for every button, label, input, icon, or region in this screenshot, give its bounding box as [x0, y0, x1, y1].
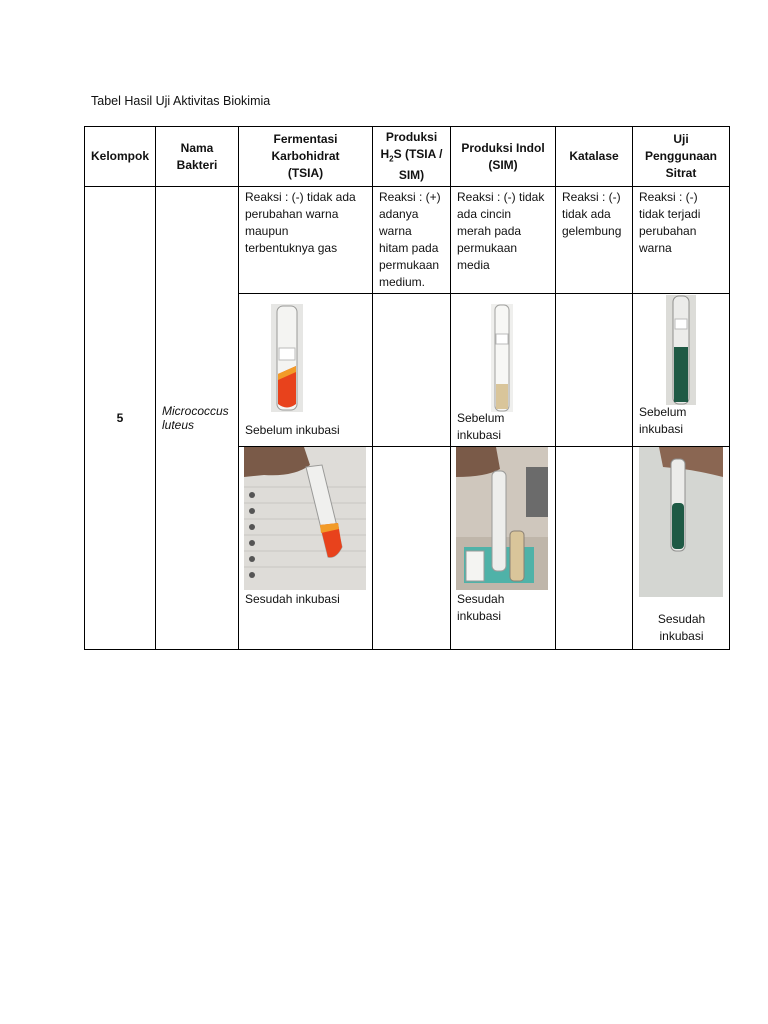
h2s-after-cell [373, 447, 451, 650]
sim-before-tube-photo [491, 304, 513, 412]
fermentasi-after-cell [239, 447, 373, 650]
citrate-after-tube-photo [639, 447, 723, 597]
sim-after-tube-photo [456, 447, 548, 590]
header-nama-bakteri: Nama Bakteri [156, 127, 239, 187]
caption-fermentasi-before: Sebelum inkubasi [245, 423, 340, 438]
reaction-sitrat: Reaksi : (-) tidak terjadi perubahan warna [633, 187, 730, 294]
reaction-row [85, 187, 730, 294]
caption-sitrat-before: Sebelum inkubasi [639, 405, 687, 437]
sitrat-before-cell [633, 294, 730, 447]
fermentasi-before-cell [239, 294, 373, 447]
header-katalase: Katalase [556, 127, 633, 187]
header-indol: Produksi Indol (SIM) [451, 127, 556, 187]
caption-fermentasi-after: Sesudah inkubasi [245, 592, 340, 607]
header-h2s: Produksi $H_2S$ (TSIA / SIM) [373, 127, 451, 187]
header-kelompok: Kelompok [85, 127, 156, 187]
tsia-before-tube-photo [271, 304, 303, 412]
reaction-katalase: Reaksi : (-) tidak ada gelembung [556, 187, 633, 294]
reaction-indol: Reaksi : (-) tidak ada cincin merah pada permukaan media [451, 187, 556, 294]
caption-indol-after: Sesudah inkubasi [457, 592, 505, 624]
header-sitrat: Uji Penggunaan Sitrat [633, 127, 730, 187]
header-fermentasi: Fermentasi Karbohidrat (TSIA) [239, 127, 373, 187]
sitrat-after-cell [633, 447, 730, 650]
indol-before-cell [451, 294, 556, 447]
h2s-before-cell [373, 294, 451, 447]
katalase-after-cell [556, 447, 633, 650]
indol-after-cell [451, 447, 556, 650]
results-table [84, 126, 730, 650]
citrate-before-tube-photo [666, 295, 696, 405]
caption-sitrat-after: Sesudah inkubasi [657, 612, 706, 644]
table-title: Tabel Hasil Uji Aktivitas Biokimia [91, 94, 271, 108]
bacteria-name: Micrococcus luteus [156, 187, 239, 650]
caption-indol-before: Sebelum inkubasi [457, 411, 505, 443]
group-number: 5 [85, 187, 156, 650]
reaction-h2s: Reaksi : (+) adanya warna hitam pada permukaan medium. [373, 187, 451, 294]
reaction-fermentasi: Reaksi : (-) tidak ada perubahan warna maupun terbentuknya gas [239, 187, 373, 294]
katalase-before-cell [556, 294, 633, 447]
header-row [85, 127, 730, 187]
tsia-after-tube-photo [244, 447, 366, 590]
